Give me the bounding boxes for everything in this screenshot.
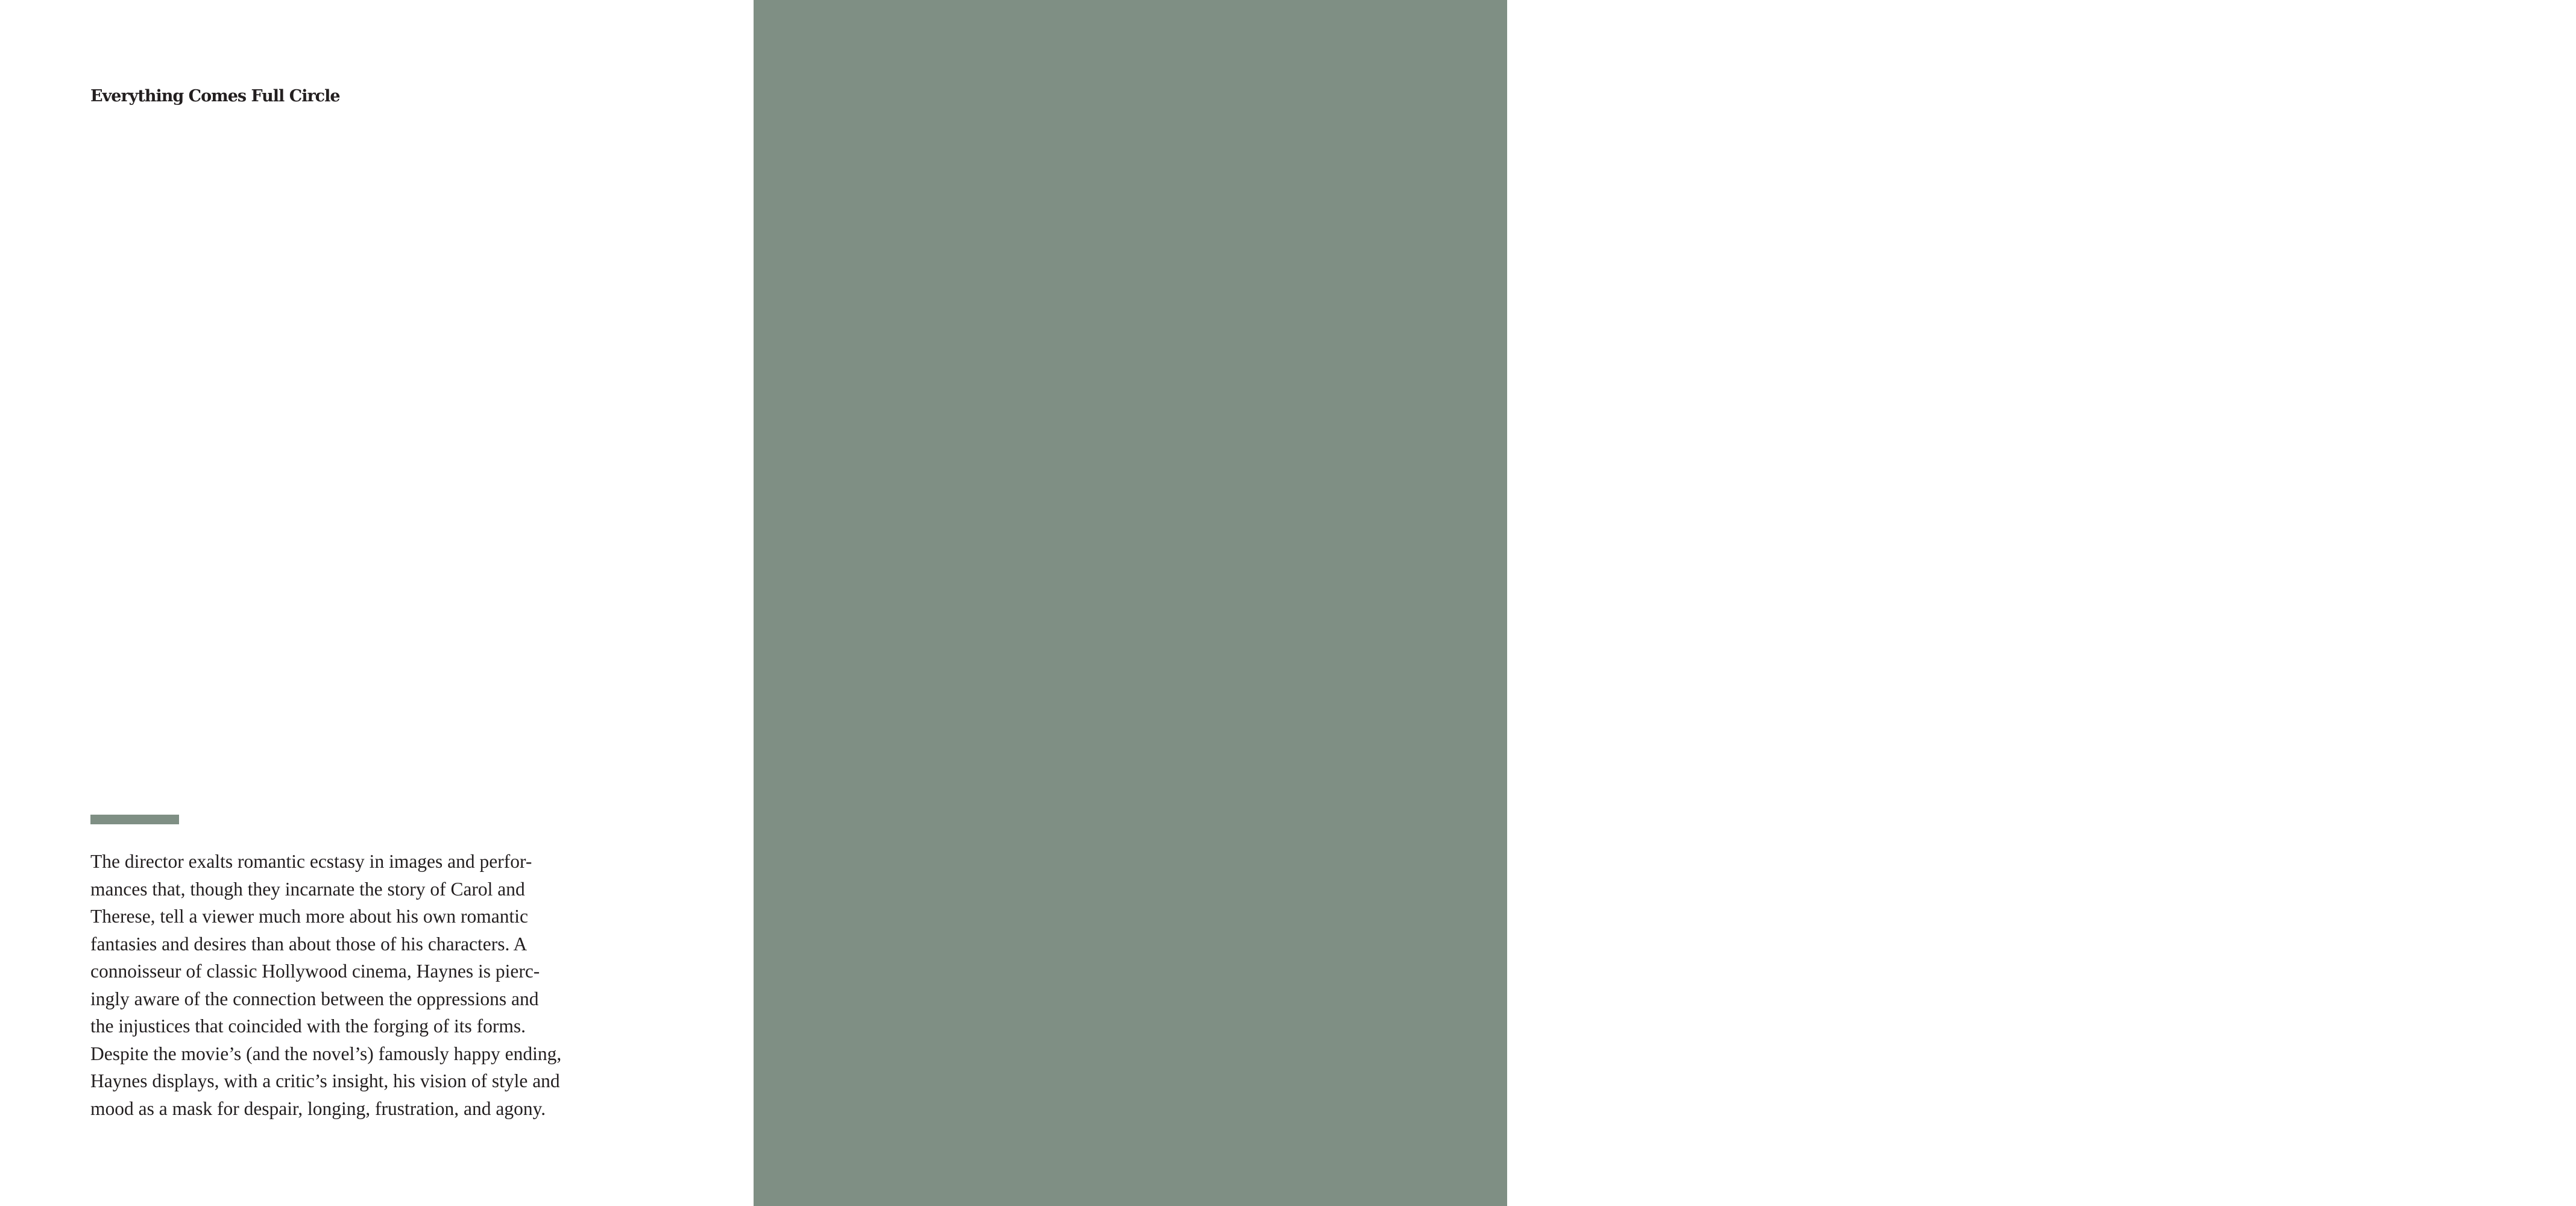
body-line: mances that, though they incarnate the story of Carol and xyxy=(90,878,525,900)
accent-bar xyxy=(90,815,179,824)
pull-quote-line: special courage, a special xyxy=(2329,178,2432,1122)
right-page xyxy=(754,0,2562,1206)
body-line: connoisseur of classic Hollywood cinema, Haynes is pierc- xyxy=(90,961,540,982)
body-paragraph xyxy=(90,848,562,1122)
left-page xyxy=(0,0,754,1206)
article-title: “CAROL” Up Close xyxy=(1601,87,1749,106)
pull-quote-line: daring, a special will. xyxy=(2460,324,2562,1122)
body-line: mood as a mask for despair, longing, frustration, and agony. xyxy=(90,1097,546,1119)
body-line: fantasies and desires than about those of his characters. A xyxy=(90,933,527,955)
body-line: The director exalts romantic ecstasy in images and perfor- xyxy=(90,851,532,872)
pull-quote-line: Their love requires a xyxy=(2199,336,2302,1122)
running-head: Everything Comes Full Circle xyxy=(90,87,340,106)
body-line: Therese, tell a viewer much more about his own romantic xyxy=(90,906,529,927)
pull-quote xyxy=(2185,157,2576,1122)
body-line: Haynes displays, with a critic’s insight, his vision of style and xyxy=(90,1070,560,1091)
body-line: ingly aware of the connection between the oppressions and xyxy=(90,988,539,1009)
body-line: the injustices that coincided with the forging of its forms. xyxy=(90,1015,526,1037)
byline: by Richard Brody xyxy=(1752,87,1874,106)
vertical-accent-bar xyxy=(1744,963,1760,1121)
body-line: Despite the movie’s (and the novel’s) famously happy ending, xyxy=(90,1043,562,1064)
page-number: 50 xyxy=(2152,87,2170,107)
running-head-right xyxy=(1601,87,1874,107)
